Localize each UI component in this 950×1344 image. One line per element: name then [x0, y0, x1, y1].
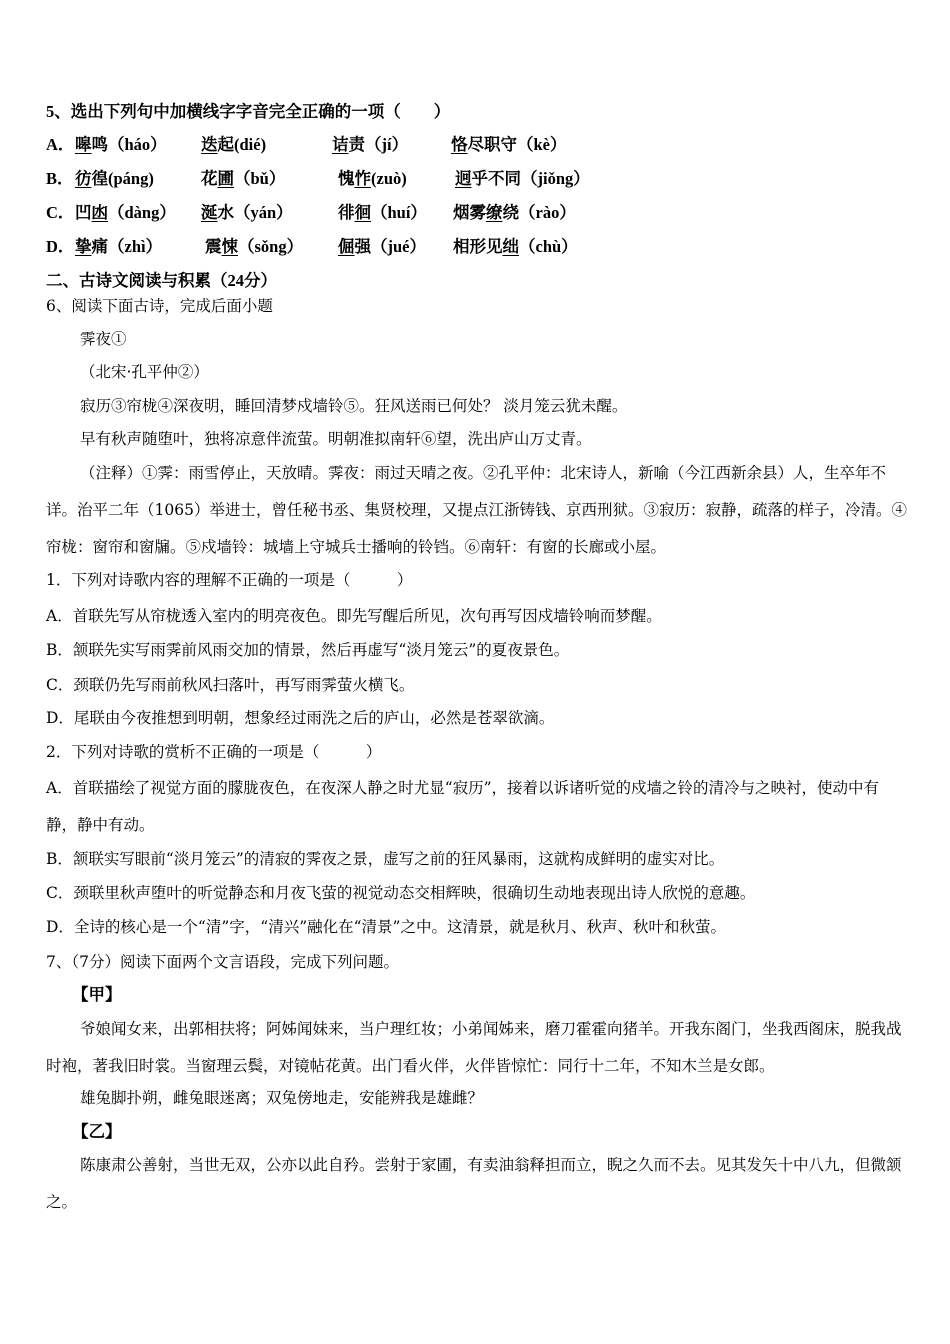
option-word: [338, 237, 426, 257]
underlined-char: 徊: [354, 203, 371, 222]
option-word: [455, 169, 590, 189]
poem-line-2: 早有秋声随堕叶，独将凉意伴流萤。明朝准拟南轩⑥望，洗出庐山万丈青。: [80, 430, 592, 448]
sub1-option-d: D．尾联由今夜推想到明朝，想象经过雨洗之后的庐山，必然是苍翠欲滴。: [46, 709, 555, 727]
poem-line-1: 寂历③帘栊④深夜明，睡回清梦戍墙铃⑤。狂风送雨已何处？ 淡月笼云犹未醒。: [80, 397, 628, 415]
underlined-char: 凼: [91, 203, 108, 222]
option-word: [75, 169, 154, 189]
sub2-option-d: D．全诗的核心是一个“清”字，“清兴”融化在“清景”之中。这清景，就是秋月、秋声、秋叶和秋萤。: [46, 918, 726, 936]
option-word: [201, 169, 285, 189]
word-suffix: 强: [354, 237, 371, 256]
underlined-char: 挚: [75, 237, 92, 256]
word-suffix: 责: [348, 135, 365, 154]
pinyin: （huí）: [371, 203, 427, 222]
option-word: [338, 169, 407, 189]
sub-question-2: 2．下列对诗歌的赏析不正确的一项是（ ）: [46, 743, 382, 761]
pinyin: (páng): [108, 169, 154, 188]
option-word: [75, 237, 162, 257]
poem-author: （北宋·孔平仲②）: [80, 363, 209, 381]
sub2-option-b: B．颔联实写眼前“淡月笼云”的清寂的霁夜之景，虚写之前的狂风暴雨，这就构成鲜明的虚实对比。: [46, 850, 725, 868]
word-prefix: 花: [201, 169, 218, 188]
question-7-title: 7、（7分）阅读下面两个文言语段，完成下列问题。: [46, 953, 399, 971]
underlined-char: 圃: [217, 169, 234, 188]
word-suffix: 徨: [91, 169, 108, 188]
underlined-char: 悚: [221, 237, 238, 256]
word-suffix: 痛: [91, 237, 108, 256]
word-prefix: 徘: [338, 203, 355, 222]
sub1-option-b: B．颔联先实写雨霁前风雨交加的情景，然后再虚写“淡月笼云”的夏夜景色。: [46, 641, 570, 659]
underlined-char: 怍: [354, 169, 371, 188]
pinyin: （jué）: [371, 237, 426, 256]
pinyin: （jí）: [365, 135, 409, 154]
option-word: [453, 237, 578, 257]
pinyin: (dié): [234, 135, 267, 154]
option-label: C．: [46, 203, 75, 222]
pinyin: （jiǒng）: [521, 169, 590, 188]
option-word: [453, 203, 576, 223]
word-suffix: 尽职守: [467, 135, 517, 154]
passage-jia-p1: 爷娘闻女来，出郭相扶将；阿姊闻妹来，当户理红妆；小弟闻姊来，磨刀霍霍向猪羊。开我东阁门，坐我西阁床，脱我战时袍，著我旧时裳。当窗理云鬓，对镜帖花黄。出门看火伴，火伴皆惊忙：同行十二年，不知木兰是女郎。: [46, 1020, 902, 1075]
option-word: [338, 203, 427, 223]
option-word: [332, 135, 408, 155]
word-prefix: 愧: [338, 169, 355, 188]
underlined-char: 诘: [332, 135, 349, 154]
underlined-char: 嗥: [75, 135, 92, 154]
option-word: [205, 237, 303, 257]
underlined-char: 倔: [338, 237, 355, 256]
question-5-title: 5、选出下列句中加横线字字音完全正确的一项（ ）: [46, 102, 451, 121]
word-prefix: 震: [205, 237, 222, 256]
passage-yi-p1: 陈康肃公善射，当世无双，公亦以此自矜。尝射于家圃，有卖油翁释担而立，睨之久而不去。见其发矢十中八九，但微颔之。: [46, 1156, 902, 1211]
word-prefix: 烟雾: [453, 203, 486, 222]
passage-jia-label: 【甲】: [72, 985, 122, 1004]
underlined-char: 彷: [75, 169, 92, 188]
question-6-title: 6、阅读下面古诗，完成后面小题: [46, 297, 273, 315]
option-word: [451, 135, 567, 155]
underlined-char: 涎: [201, 203, 218, 222]
underlined-char: 迭: [201, 135, 218, 154]
option-word: [201, 203, 293, 223]
pinyin: （bǔ）: [234, 169, 286, 188]
option-word: [75, 135, 167, 155]
passage-jia-p2: 雄兔脚扑朔，雌兔眼迷离；双兔傍地走，安能辨我是雄雌？: [80, 1089, 484, 1107]
underlined-char: 绌: [502, 237, 519, 256]
word-suffix: 乎不同: [471, 169, 521, 188]
sub-question-1: 1．下列对诗歌内容的理解不正确的一项是（ ）: [46, 571, 413, 589]
option-word: [75, 203, 176, 223]
pinyin: （yán）: [234, 203, 293, 222]
word-prefix: 相形见: [453, 237, 503, 256]
pinyin: （háo）: [108, 135, 167, 154]
underlined-char: 缭: [486, 203, 503, 222]
sub1-option-c: C．颈联仍先写雨前秋风扫落叶，再写雨霁萤火横飞。: [46, 676, 415, 694]
word-suffix: 水: [217, 203, 234, 222]
pinyin: (zuò): [371, 169, 407, 188]
word-suffix: 绕: [502, 203, 519, 222]
underlined-char: 迥: [455, 169, 472, 188]
sub2-option-c: C．颈联里秋声堕叶的听觉静态和月夜飞萤的视觉动态交相辉映，很确切生动地表现出诗人欣悦的意趣。: [46, 884, 756, 902]
passage-yi-label: 【乙】: [72, 1122, 122, 1141]
pinyin: （dàng）: [108, 203, 176, 222]
pinyin: （chù）: [519, 237, 578, 256]
sub2-option-a: A．首联描绘了视觉方面的朦胧夜色，在夜深人静之时尤显“寂历”，接着以诉诸听觉的戍墙之铃的清冷与之映衬，使动中有静，静中有动。: [46, 779, 880, 834]
option-label: A．: [46, 135, 75, 154]
poem-notes: （注释）①霁：雨雪停止，天放晴。霁夜：雨过天晴之夜。②孔平仲：北宋诗人，新喻（今江西新余县）人，生卒年不详。治平二年（1065）举进士，曾任秘书丞、集贤校理，又提点江浙铸钱、京西刑狱。③寂历：寂静，疏落的样子，冷清。④帘栊：窗帘和窗牖。⑤戍墙铃：城墙上守城兵士播响的铃铛。⑥南轩：有窗的长廊或小屋。: [46, 464, 907, 556]
pinyin: （rào）: [519, 203, 576, 222]
pinyin: （zhì）: [108, 237, 163, 256]
pinyin: （kè）: [517, 135, 567, 154]
poem-title: 霁夜①: [80, 330, 127, 348]
pinyin: （sǒng）: [238, 237, 304, 256]
word-suffix: 鸣: [91, 135, 108, 154]
sub1-option-a: A．首联先写从帘栊透入室内的明亮夜色。即先写醒后所见，次句再写因戍墙铃响而梦醒。: [46, 607, 662, 625]
underlined-char: 恪: [451, 135, 468, 154]
section-2-heading: 二、古诗文阅读与积累（24分）: [46, 271, 277, 290]
option-word: [201, 135, 266, 155]
option-label: B．: [46, 169, 74, 188]
word-prefix: 凹: [75, 203, 92, 222]
word-suffix: 起: [217, 135, 234, 154]
option-label: D．: [46, 237, 75, 256]
